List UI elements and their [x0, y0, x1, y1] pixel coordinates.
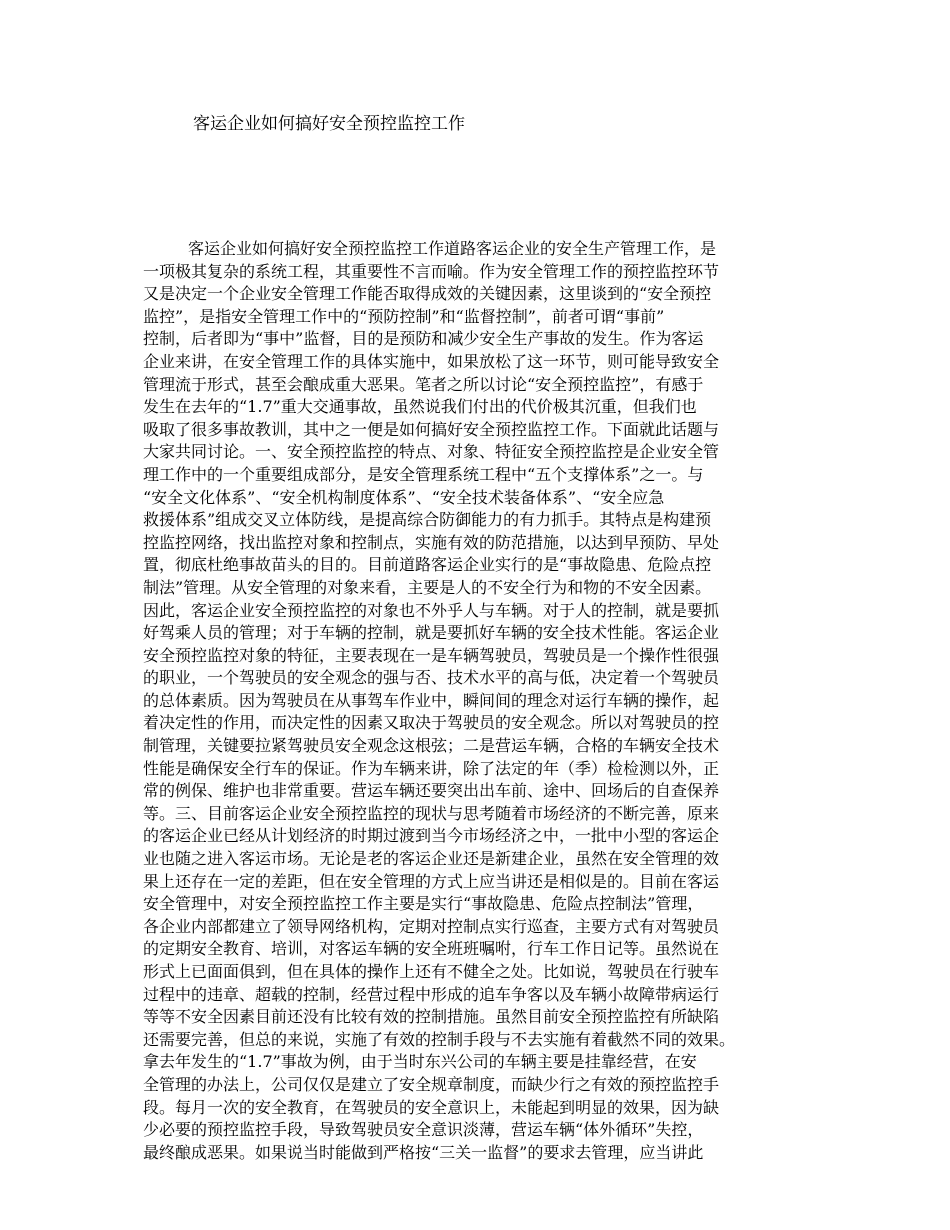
body-line: 制法”管理。从安全管理的对象来看，主要是人的不安全行为和物的不安全因素。: [143, 577, 712, 597]
body-line: 的总体素质。因为驾驶员在从事驾车作业中，瞬间间的理念对运行车辆的操作，起: [143, 690, 720, 710]
body-line: 安全预控监控对象的特征，主要表现在一是车辆驾驶员，驾驶员是一个操作性很强: [143, 645, 720, 665]
document-title: 客运企业如何搞好安全预控监控工作: [193, 114, 465, 134]
body-line: 管理流于形式，甚至会酿成重大恶果。笔者之所以讨论“安全预控监控”，有感于: [143, 374, 704, 394]
body-line: 监控”，是指安全管理工作中的“预防控制”和“监督控制”，前者可谓“事前”: [143, 306, 665, 326]
body-line: 的职业，一个驾驶员的安全观念的强与否、技术水平的高与低，决定着一个驾驶员: [143, 668, 720, 688]
body-line: 因此，客运企业安全预控监控的对象也不外乎人与车辆。对于人的控制，就是要抓: [143, 600, 720, 620]
body-line: 安全管理中，对安全预控监控工作主要是实行“事故隐患、危险点控制法”管理，: [143, 894, 704, 914]
body-line: 发生在去年的“1.7”重大交通事故，虽然说我们付出的代价极其沉重，但我们也: [143, 397, 697, 417]
document-body: [143, 238, 823, 1164]
body-line: 过程中的违章、超载的控制，经营过程中形成的追车争客以及车辆小故障带病运行: [143, 984, 720, 1004]
body-line: 客运企业如何搞好安全预控监控工作道路客运企业的安全生产管理工作，是: [188, 239, 717, 258]
body-line: 控制，后者即为“事中”监督，目的是预防和减少安全生产事故的发生。作为客运: [143, 329, 704, 349]
body-line: 段。每月一次的安全教育，在驾驶员的安全意识上，未能起到明显的效果，因为缺: [143, 1097, 720, 1117]
body-line: 救援体系”组成交叉立体防线，是提高综合防御能力的有力抓手。其特点是构建预: [143, 510, 712, 530]
body-line: 常的例保、维护也非常重要。营运车辆还要突出出车前、途中、回场后的自查保养: [143, 781, 720, 801]
body-line: 还需要完善，但总的来说，实施了有效的控制手段与不去实施有着截然不同的效果。: [143, 1029, 736, 1049]
body-line: 控监控网络，找出监控对象和控制点，实施有效的防范措施，以达到早预防、早处: [143, 532, 720, 552]
body-line: 大家共同讨论。一、安全预控监控的特点、对象、特征安全预控监控是企业安全管: [143, 442, 720, 462]
body-line: 等。三、目前客运企业安全预控监控的现状与思考随着市场经济的不断完善，原来: [143, 803, 720, 823]
body-line: 企业来讲，在安全管理工作的具体实施中，如果放松了这一环节，则可能导致安全: [143, 351, 720, 371]
body-line: 各企业内部都建立了领导网络机构，定期对控制点实行巡查，主要方式有对驾驶员: [143, 916, 720, 936]
body-line: 全管理的办法上，公司仅仅是建立了安全规章制度，而缺少行之有效的预控监控手: [143, 1074, 720, 1094]
body-line: 的定期安全教育、培训，对客运车辆的安全班班嘱咐，行车工作日记等。虽然说在: [143, 939, 720, 959]
body-line: 的客运企业已经从计划经济的时期过渡到当今市场经济之中，一批中小型的客运企: [143, 826, 720, 846]
body-line: “安全文化体系”、“安全机构制度体系”、“安全技术装备体系”、“安全应急: [143, 487, 665, 507]
body-line: 业也随之进入客运市场。无论是老的客运企业还是新建企业，虽然在安全管理的效: [143, 849, 720, 869]
body-line: 等等不安全因素目前还没有比较有效的控制措施。虽然目前安全预控监控有所缺陷: [143, 1007, 720, 1027]
body-line: 性能是确保安全行车的保证。作为车辆来讲，除了法定的年（季）检检测以外，正: [143, 758, 720, 778]
body-line: 一项极其复杂的系统工程，其重要性不言而喻。作为安全管理工作的预控监控环节: [143, 261, 720, 281]
body-line: 少必要的预控监控手段，导致驾驶员安全意识淡薄，营运车辆“体外循环”失控，: [143, 1120, 704, 1140]
body-line: 好驾乘人员的管理；对于车辆的控制，就是要抓好车辆的安全技术性能。客运企业: [143, 623, 720, 643]
body-line: 理工作中的一个重要组成部分，是安全管理系统工程中“五个支撑体系”之一。与: [143, 464, 704, 484]
body-line: 又是决定一个企业安全管理工作能否取得成效的关键因素，这里谈到的“安全预控: [143, 284, 712, 304]
body-line: 形式上已面面俱到，但在具体的操作上还有不健全之处。比如说，驾驶员在行驶车: [143, 962, 720, 981]
body-line: 制管理，关键要拉紧驾驶员安全观念这根弦；二是营运车辆，合格的车辆安全技术: [143, 736, 720, 756]
body-line: 置，彻底杜绝事故苗头的目的。目前道路客运企业实行的是“事故隐患、危险点控: [143, 555, 712, 575]
body-line: 拿去年发生的“1.7”事故为例，由于当时东兴公司的车辆主要是挂靠经营，在安: [143, 1052, 697, 1072]
body-line: 果上还存在一定的差距，但在安全管理的方式上应当讲还是相似是的。目前在客运: [143, 871, 720, 891]
body-line: 最终酿成恶果。如果说当时能做到严格按“三关一监督”的要求去管理，应当讲此: [143, 1142, 704, 1162]
body-line: 着决定性的作用，而决定性的因素又取决于驾驶员的安全观念。所以对驾驶员的控: [143, 713, 720, 733]
body-line: 吸取了很多事故教训，其中之一便是如何搞好安全预控监控工作。下面就此话题与: [143, 419, 720, 439]
